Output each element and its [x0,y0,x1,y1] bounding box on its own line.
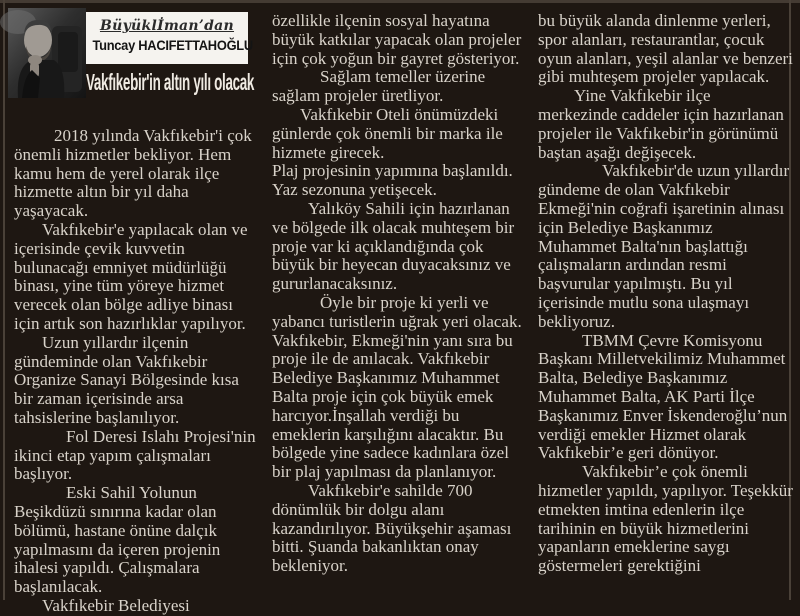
article-paragraph: TBMM Çevre Komisyonu Başkanı Milletvekilimiz Muhammet Balta, Belediye Başkanımız Muhammet Balta, AK Parti İlçe Başkanımız Enver İskenderoğlu’nun verdiği emekler Hizmet olarak Vakfıkebir’e geri dönüyor. [538,330,788,463]
article-paragraph: Fol Deresi Islahı Projesi'nin ikinci etap yapım çalışmaları başlıyor. [14,426,256,484]
article-paragraph: Eski Sahil Yolunun Beşikdüzü sınırına kadar olan bölümü, hastane önüne dalçık yapılmasını da içeren projenin ihalesi yapıldı. Çalışmalara başlanılacak. [14,483,221,597]
article-column-2 [272,12,527,600]
article-column-3 [538,12,794,600]
author-name-box [86,12,253,64]
article-paragraph: 2018 yılında Vakfıkebir'i çok önemli hizmetler bekliyor. Hem kamu hem de yerel olarak ilçe hizmette altın bir yıl daha yaşayacak. [14,126,252,221]
column-kicker: Büyüklİman’dan [99,18,235,34]
article-paragraph: Vakfıkebir Oteli önümüzdeki günlerde çok önemli bir marka ile hizmete girecek. [272,104,503,162]
author-photo [8,8,86,98]
article-paragraph: Plaj projesinin yapımına başlanıldı. Yaz sezonuna yetişecek. [272,161,513,200]
article-paragraph: Yine Vakfıkebir ilçe merkezinde caddeler için hazırlanan projeler ile Vakfıkebir'in görünümü baştan aşağı değişecek. [538,86,784,162]
article-paragraph: Vakfıkebir Belediyesi [42,595,190,615]
article-paragraph: özellikle ilçenin sosyal hayatına büyük katkılar yapacak olan projeler için çok yoğun bir gayret gösteriyor. [272,11,522,68]
column-title: Vakfıkebir'in altın yılı olacak [86,70,255,96]
article-paragraph: bu büyük alanda dinlenme yerleri, spor alanları, restaurantlar, çocuk oyun alanları, yeşil alanlar ve benzeri gibi muhteşem projeler yapılacak. [538,11,793,87]
page-top-edge-line [0,0,800,3]
column-header [8,8,260,120]
article-paragraph: Vakfıkebir'e sahilde 700 dönümlük bir dolgu alanı kazandırılıyor. Büyükşehir aşaması bitti. Şuanda bakanlıktan onay bekleniyor. [272,480,512,576]
article-paragraph: Öyle bir proje ki yerli ve yabancı turistlerin uğrak yeri olacak. Vakfıkebir, Ekmeği'nin yanı sıra bu proje ile de anılacak. Vakfıkebir Belediye Başkanımız Muhammet Balta proje için çok büyük emek harcıyor.İnşallah verdiği bu emeklerin karşılığını alacaktır. Bu bölgede yine sadece kadınlara özel bir plaj yapılması da planlanıyor. [272,292,522,482]
article-paragraph: Uzun yıllardır ilçenin gündeminde olan Vakfıkebir Organize Sanayi Bölgesinde kısa bir zaman içerisinde arsa tahsislerine başlanılıyor. [14,332,239,427]
article-paragraph: Sağlam temeller üzerine sağlam projeler üretliyor. [272,67,486,106]
article-paragraph: Vakfıkebir'de uzun yıllardır gündeme de olan Vakfıkebir Ekmeği'nin coğrafi işaretinin alınası için Belediye Başkanımız Muhammet Balta'nın başlattığı çalışmaların ardından resmi başvurular yapılmıştı. Bu yıl içerisinde mutlu sona ulaşmayı bekliyoruz. [538,161,790,331]
portrait-illustration [8,8,86,98]
article-paragraph: Vakfıkebir'e yapılacak olan ve içerisinde çevik kuvvetin bulunacağı emniyet müdürlüğü binası, yine tüm yöreye hizmet verecek olan bölge adliye binası için artık son hazırlıklar yapılıyor. [14,219,248,333]
article-column-1 [14,126,261,615]
author-name: Tuncay HACIFETTAHOĞLU [92,37,253,53]
article-paragraph: Vakfıkebir’e çok önemli hizmetler yapıldı, yapılıyor. Teşekkür etmekten imtina edenlerin ilçe tarihinin en büyük hizmetlerini yapanların emeklerine saygı göstermeleri gerektiğini [538,462,793,576]
article-paragraph: Yalıköy Sahili için hazırlanan ve bölgede ilk olacak muhteşem bir proje var ki açıklandığında çok büyük bir heyecan duyacaksınız ve gururlanacaksınız. [272,198,515,294]
page-left-edge-line [3,0,5,600]
